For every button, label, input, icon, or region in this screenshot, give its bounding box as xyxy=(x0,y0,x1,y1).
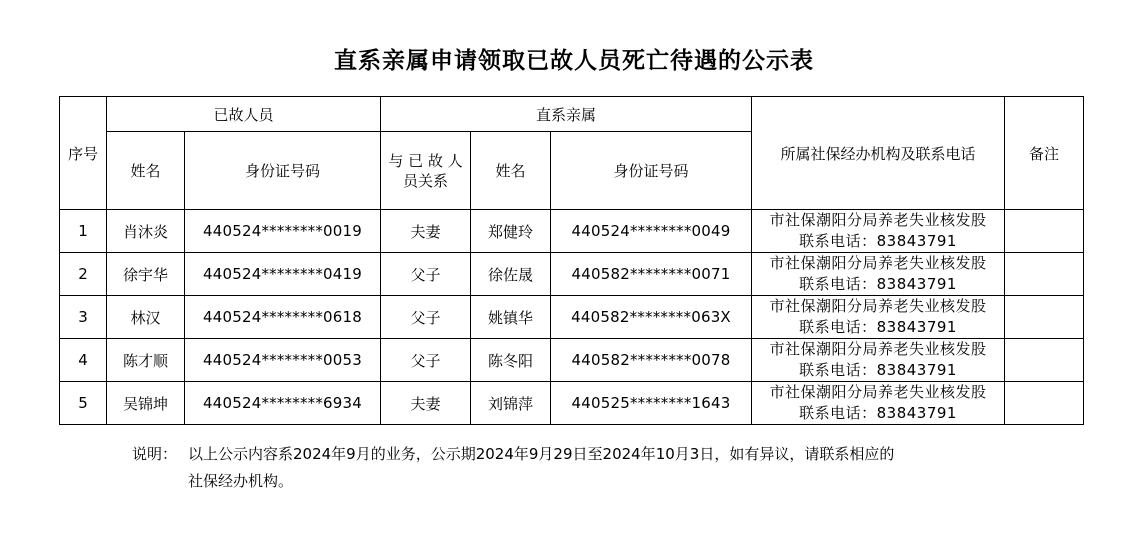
seq-cell: 5 xyxy=(60,382,107,425)
agency-cell xyxy=(752,382,1005,425)
table-row xyxy=(60,253,1084,296)
notice-table xyxy=(59,96,1084,425)
header-relative-name: 姓名 xyxy=(471,132,551,210)
agency-cell xyxy=(752,210,1005,253)
agency-cell xyxy=(752,339,1005,382)
footnote-line-1 xyxy=(132,441,1032,468)
relative-id-cell: 440524********0049 xyxy=(551,210,752,253)
relative-name-cell: 郑健玲 xyxy=(471,210,551,253)
deceased-name-cell: 徐宇华 xyxy=(107,253,185,296)
agency-cell xyxy=(752,296,1005,339)
relative-id-cell: 440525********1643 xyxy=(551,382,752,425)
relative-name-cell: 徐佐晟 xyxy=(471,253,551,296)
remark-cell xyxy=(1005,253,1084,296)
header-deceased: 已故人员 xyxy=(107,97,381,132)
agency-name: 市社保潮阳分局养老失业核发股 xyxy=(769,297,987,315)
agency-phone: 联系电话：83843791 xyxy=(799,361,957,379)
page-title: 直系亲属申请领取已故人员死亡待遇的公示表 xyxy=(334,48,814,74)
deceased-name-cell: 林汉 xyxy=(107,296,185,339)
footnote-text-1: 以上公示内容系2024年9月的业务，公示期2024年9月29日至2024年10月3日，如有异议，请联系相应的 xyxy=(188,445,895,463)
remark-cell xyxy=(1005,296,1084,339)
agency-name: 市社保潮阳分局养老失业核发股 xyxy=(769,211,987,229)
deceased-id-cell: 440524********0019 xyxy=(185,210,381,253)
agency-phone: 联系电话：83843791 xyxy=(799,318,957,336)
agency-name: 市社保潮阳分局养老失业核发股 xyxy=(769,340,987,358)
deceased-id-cell: 440524********6934 xyxy=(185,382,381,425)
deceased-name-cell: 吴锦坤 xyxy=(107,382,185,425)
header-relative-id: 身份证号码 xyxy=(551,132,752,210)
seq-cell: 4 xyxy=(60,339,107,382)
header-deceased-id: 身份证号码 xyxy=(185,132,381,210)
footnote xyxy=(132,441,1032,495)
deceased-name-cell: 陈才顺 xyxy=(107,339,185,382)
seq-cell: 3 xyxy=(60,296,107,339)
table-row xyxy=(60,339,1084,382)
header-relation: 与 已 故 人员关系 xyxy=(381,132,471,210)
agency-name: 市社保潮阳分局养老失业核发股 xyxy=(769,254,987,272)
relation-cell: 父子 xyxy=(381,339,471,382)
relative-name-cell: 陈冬阳 xyxy=(471,339,551,382)
relative-id-cell: 440582********0071 xyxy=(551,253,752,296)
remark-cell xyxy=(1005,339,1084,382)
deceased-name-cell: 肖沐炎 xyxy=(107,210,185,253)
relative-id-cell: 440582********063X xyxy=(551,296,752,339)
relation-cell: 父子 xyxy=(381,296,471,339)
table-row xyxy=(60,382,1084,425)
agency-phone: 联系电话：83843791 xyxy=(799,404,957,422)
relation-cell: 父子 xyxy=(381,253,471,296)
agency-phone: 联系电话：83843791 xyxy=(799,275,957,293)
agency-cell xyxy=(752,253,1005,296)
seq-cell: 2 xyxy=(60,253,107,296)
deceased-id-cell: 440524********0053 xyxy=(185,339,381,382)
table-row xyxy=(60,296,1084,339)
header-agency: 所属社保经办机构及联系电话 xyxy=(752,97,1005,210)
table-row xyxy=(60,210,1084,253)
footnote-label: 说明： xyxy=(132,445,178,463)
footnote-line-2: 社保经办机构。 xyxy=(188,472,294,490)
relative-name-cell: 刘锦萍 xyxy=(471,382,551,425)
relative-name-cell: 姚镇华 xyxy=(471,296,551,339)
agency-phone: 联系电话：83843791 xyxy=(799,232,957,250)
relation-cell: 夫妻 xyxy=(381,382,471,425)
agency-name: 市社保潮阳分局养老失业核发股 xyxy=(769,383,987,401)
header-relatives: 直系亲属 xyxy=(381,97,752,132)
remark-cell xyxy=(1005,210,1084,253)
deceased-id-cell: 440524********0618 xyxy=(185,296,381,339)
deceased-id-cell: 440524********0419 xyxy=(185,253,381,296)
relative-id-cell: 440582********0078 xyxy=(551,339,752,382)
header-deceased-name: 姓名 xyxy=(107,132,185,210)
header-remark: 备注 xyxy=(1005,97,1084,210)
header-row-group xyxy=(60,97,1084,132)
remark-cell xyxy=(1005,382,1084,425)
header-seq: 序号 xyxy=(60,97,107,210)
relation-cell: 夫妻 xyxy=(381,210,471,253)
seq-cell: 1 xyxy=(60,210,107,253)
